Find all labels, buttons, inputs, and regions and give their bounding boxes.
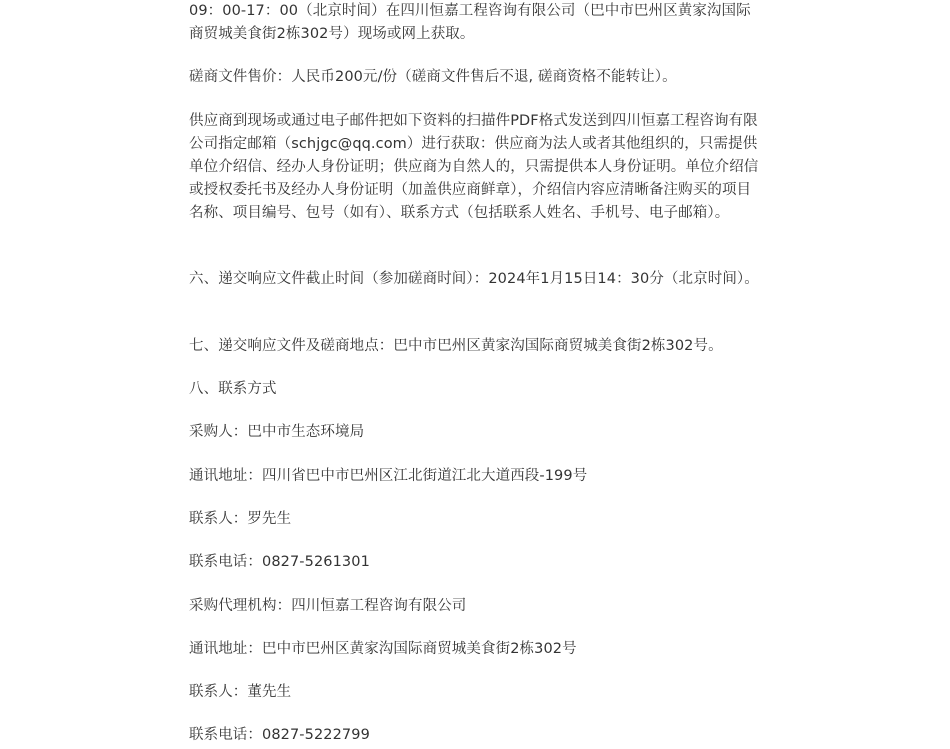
agency-name: 采购代理机构：四川恒嘉工程咨询有限公司 [189, 598, 467, 614]
purchaser-name: 采购人：巴中市生态环境局 [189, 424, 365, 440]
paragraph-document-price: 磋商文件售价：人民币200元/份（磋商文件售后不退, 磋商资格不能转让）。 [189, 69, 677, 85]
agency-phone: 联系电话：0827-5222799 [189, 727, 370, 743]
paragraph-deadline: 六、递交响应文件截止时间（参加磋商时间）：2024年1月15日14：30分（北京时间）。 [189, 271, 759, 287]
paragraph-acquisition-time: 09：00-17：00（北京时间）在四川恒嘉工程咨询有限公司（巴中市巴州区黄家沟国际商贸城美食街2栋302号）现场或网上获取。 [189, 3, 751, 42]
purchaser-address: 通讯地址：四川省巴中市巴州区江北街道江北大道西段-199号 [189, 468, 588, 484]
agency-address: 通讯地址：巴中市巴州区黄家沟国际商贸城美食街2栋302号 [189, 641, 577, 657]
paragraph-acquisition-method: 供应商到现场或通过电子邮件把如下资料的扫描件PDF格式发送到四川恒嘉工程咨询有限公司指定邮箱（schjgc@qq.com）进行获取：供应商为法人或者其他组织的，只需提供单位介绍信、经办人身份证明；供应商为自然人的，只需提供本人身份证明。单位介绍信或授权委托书及经办人身份证明（加盖供应商鲜章），介绍信内容应清晰备注购买的项目名称、项目编号、包号（如有）、联系方式（包括联系人姓名、手机号、电子邮箱）。 [189, 113, 759, 221]
section-heading-contact: 八、联系方式 [189, 381, 277, 397]
purchaser-contact-person: 联系人：罗先生 [189, 511, 292, 527]
paragraph-location: 七、递交响应文件及磋商地点：巴中市巴州区黄家沟国际商贸城美食街2栋302号。 [189, 338, 723, 354]
purchaser-phone: 联系电话：0827-5261301 [189, 554, 370, 570]
agency-contact-person: 联系人：董先生 [189, 684, 292, 700]
